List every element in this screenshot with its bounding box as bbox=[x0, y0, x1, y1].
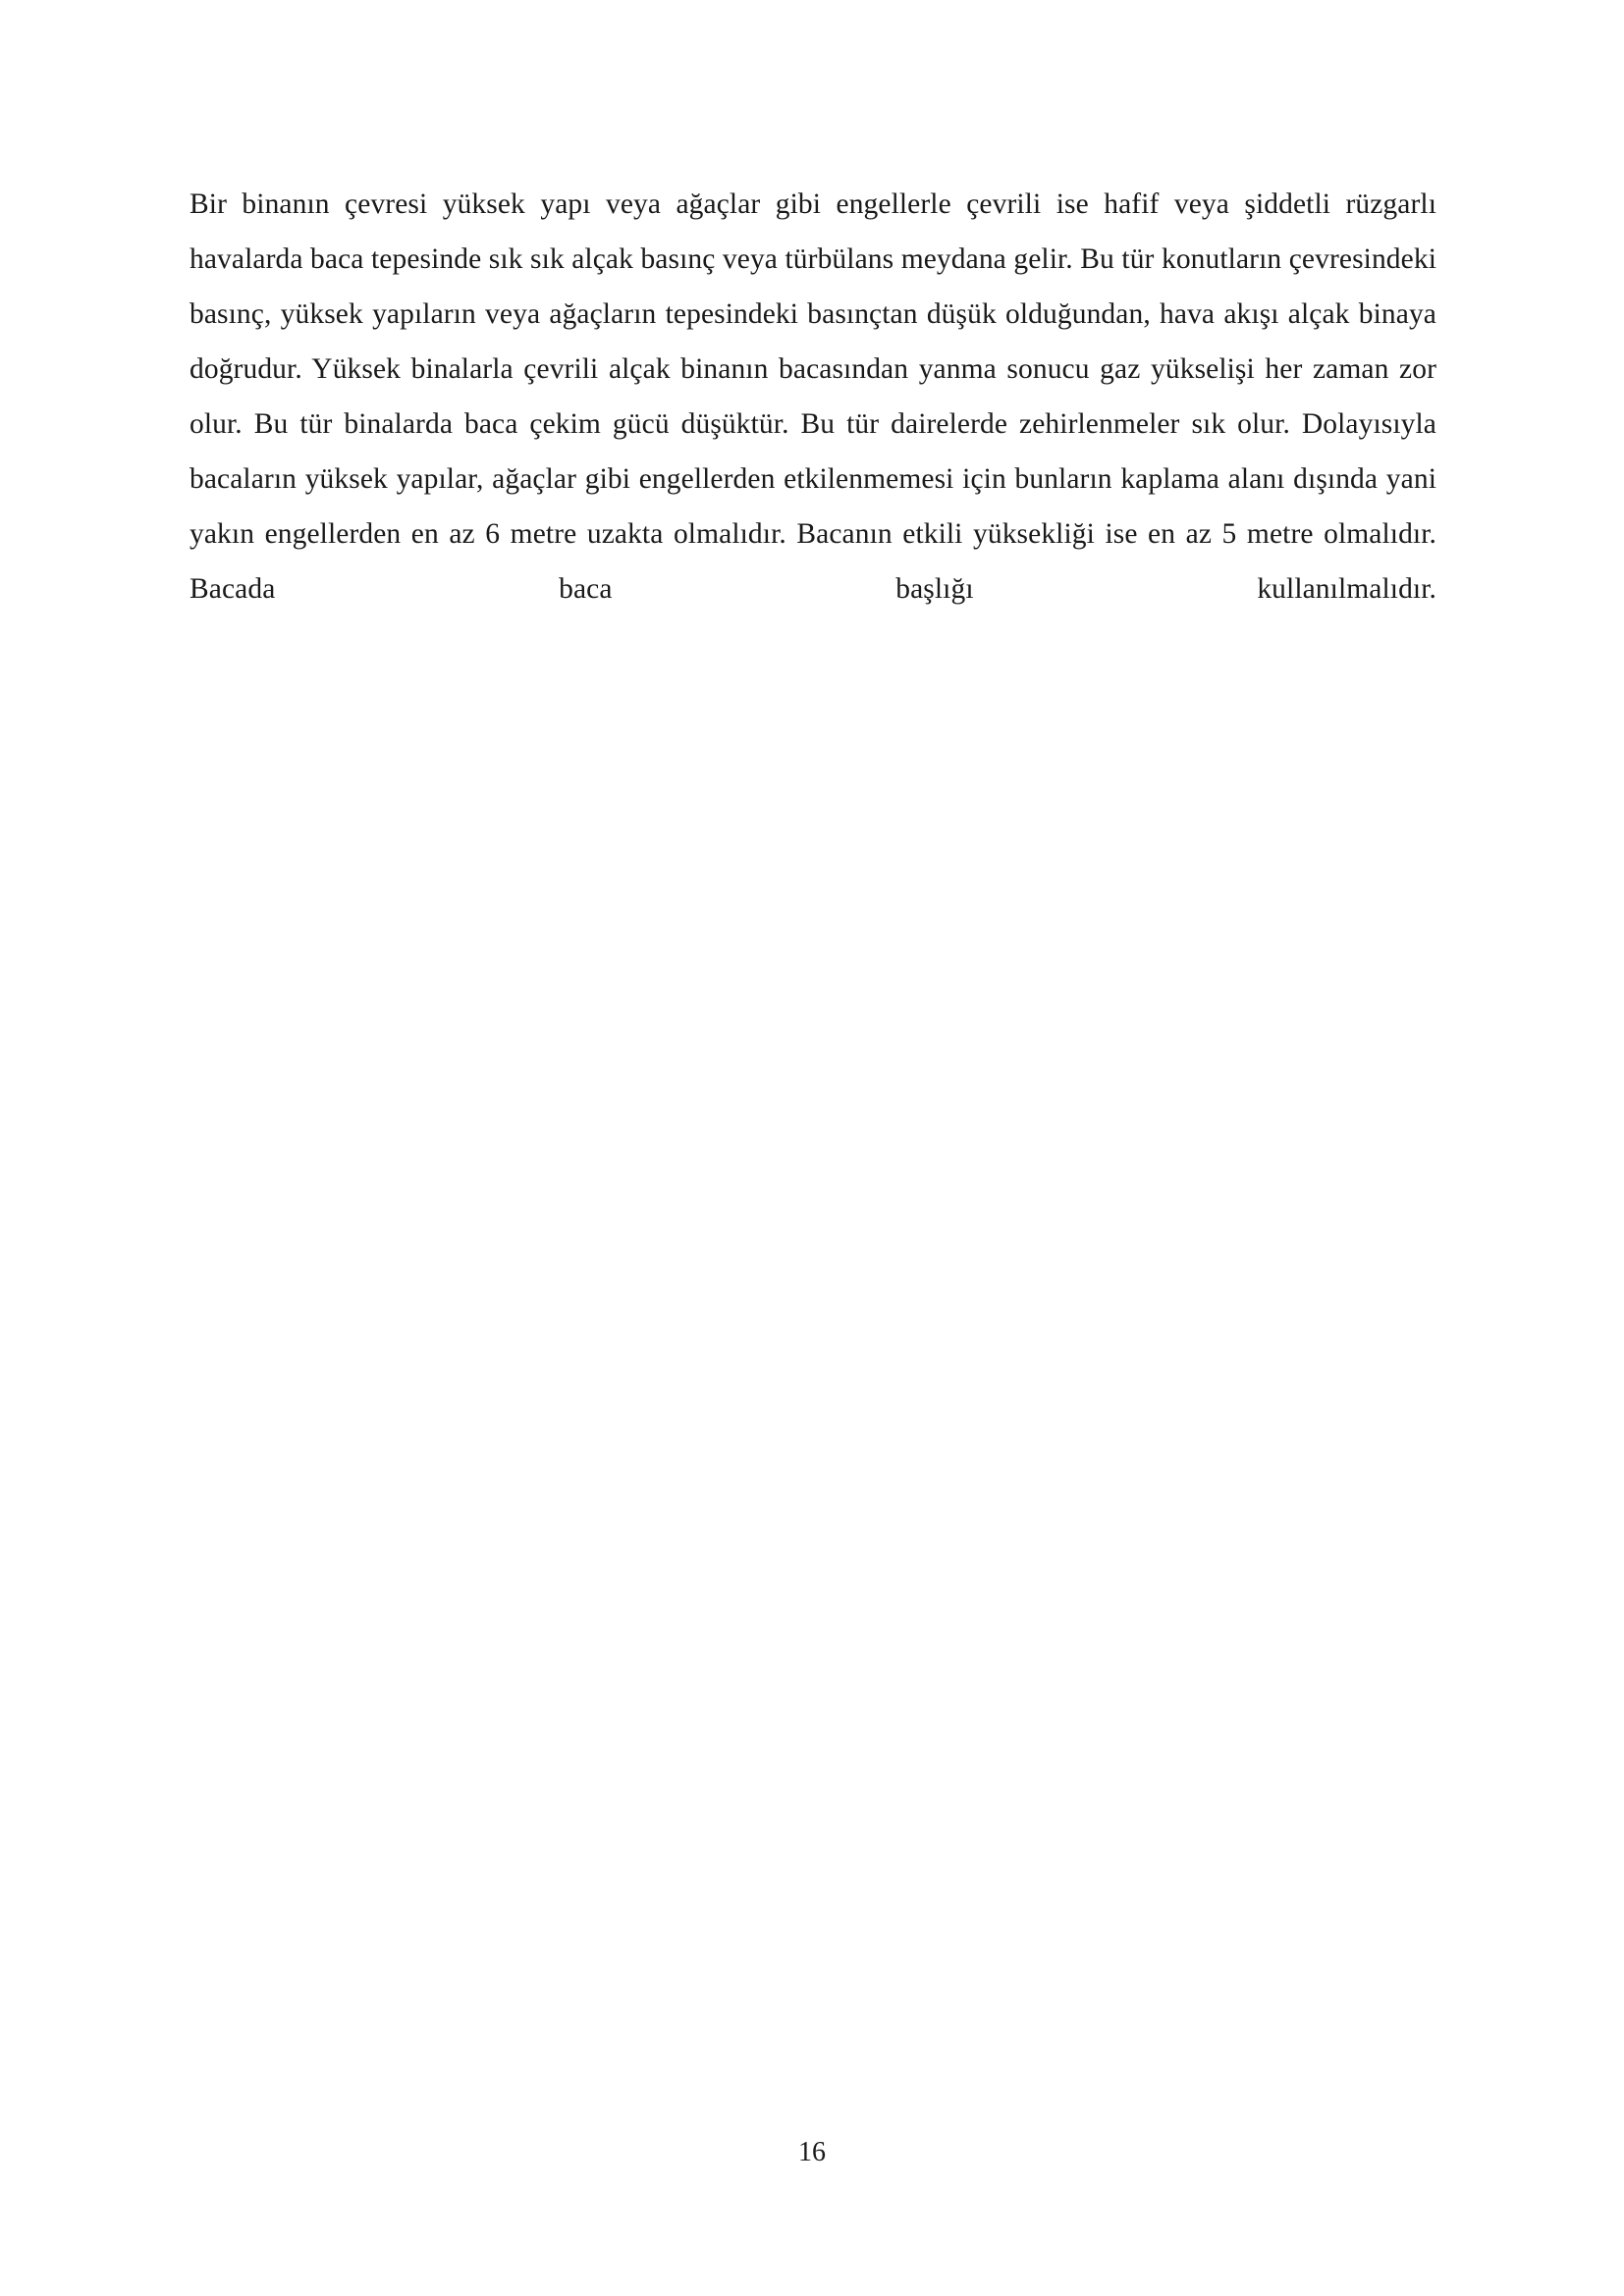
page-text-body bbox=[189, 177, 1436, 671]
page-number: 16 bbox=[798, 2137, 826, 2167]
paragraph: Bir binanın çevresi yüksek yapı veya ağaçlar gibi engellerle çevrili ise hafif veya şiddetli rüzgarlı havalarda baca tepesinde sık sık alçak basınç veya türbülans meydana gelir. Bu tür konutların çevresindeki basınç, yüksek yapıların veya ağaçların tepesindeki basınçtan düşük olduğundan, hava akışı alçak binaya doğrudur. Yüksek binalarla çevrili alçak binanın bacasından yanma sonucu gaz yükselişi her zaman zor olur. Bu tür binalarda baca çekim gücü düşüktür. Bu tür dairelerde zehirlenmeler sık olur. Dolayısıyla bacaların yüksek yapılar, ağaçlar gibi engellerden etkilenmemesi için bunların kaplama alanı dışında yani yakın engellerden en az 6 metre uzakta olmalıdır. Bacanın etkili yüksekliği ise en az 5 metre olmalıdır. Bacada baca başlığı kullanılmalıdır. bbox=[189, 188, 1436, 605]
